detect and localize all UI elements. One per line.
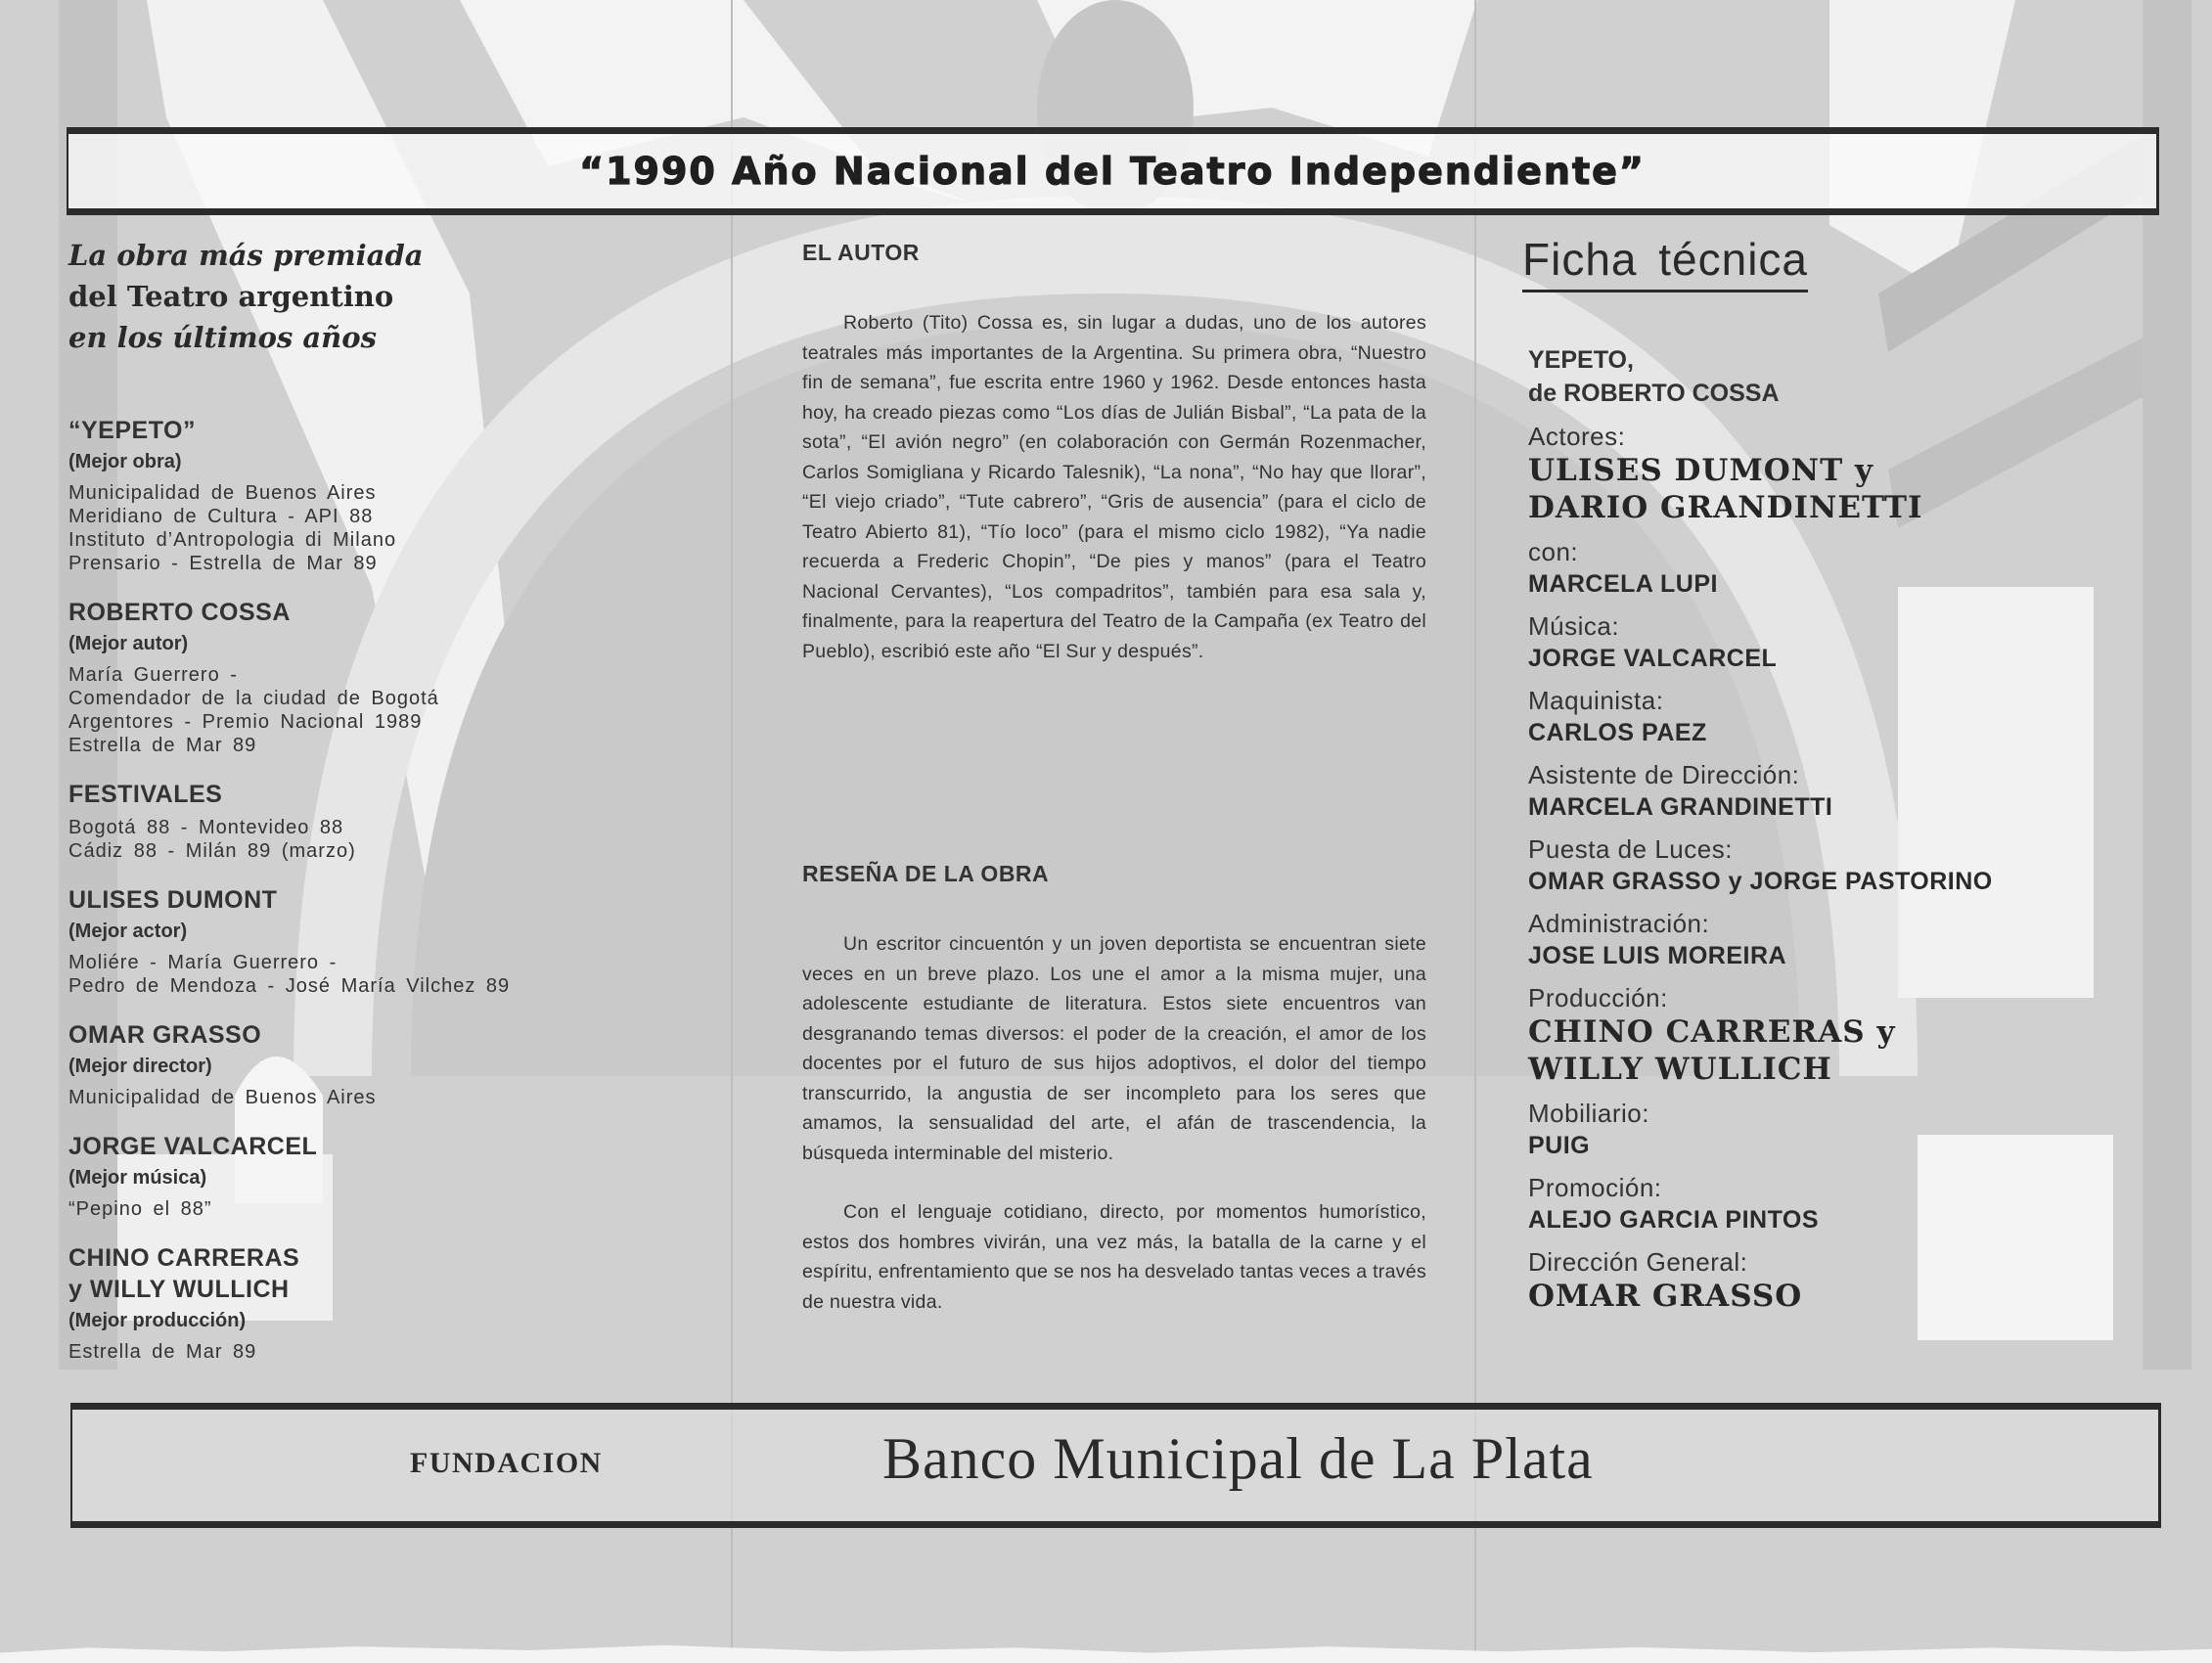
credit-item <box>1528 537 2148 601</box>
award-line: Estrella de Mar 89 <box>68 735 257 756</box>
award-festivales <box>68 779 616 863</box>
obra-title-block <box>1522 343 2148 410</box>
award-name: CHINO CARRERAS <box>68 1244 300 1272</box>
credit-role: Música: <box>1528 611 1620 641</box>
credit-role: Dirección General: <box>1528 1247 1748 1277</box>
award-category: (Mejor actor) <box>68 921 188 942</box>
resena-paragraph: Con el lenguaje cotidiano, directo, por momentos humorístico, estos dos hombres vivirán, una vez más, la batalla de la carne y el espíritu, enfrentamiento que se nos ha desvelado tantas veces a través de nuestra vida. <box>802 1201 1426 1313</box>
obra-author: de ROBERTO COSSA <box>1528 380 1780 407</box>
credit-name: OMAR GRASSO y JORGE PASTORINO <box>1528 868 1993 895</box>
credit-name: OMAR GRASSO <box>1528 1279 1803 1314</box>
credit-name: PUIG <box>1528 1132 1591 1159</box>
award-line: “Pepino el 88” <box>68 1198 212 1220</box>
award-name: OMAR GRASSO <box>68 1021 262 1049</box>
credit-role: Administración: <box>1528 909 1710 938</box>
credit-name: ALEJO GARCIA PINTOS <box>1528 1206 1820 1234</box>
ficha-tecnica-section <box>1522 233 2148 1326</box>
credit-role: Producción: <box>1528 983 1668 1012</box>
awards-column <box>68 235 616 1385</box>
credit-name: CHINO CARRERAS y <box>1528 1014 1896 1050</box>
credit-name: CARLOS PAEZ <box>1528 719 1707 746</box>
autor-heading: EL AUTOR <box>802 240 920 265</box>
award-line: Argentores - Premio Nacional 1989 <box>68 711 423 733</box>
award-line: Prensario - Estrella de Mar 89 <box>68 553 378 574</box>
credit-item <box>1528 909 2148 972</box>
award-name: JORGE VALCARCEL <box>68 1133 318 1160</box>
award-yepeto <box>68 415 616 575</box>
award-line: Instituto d’Antropologia di Milano <box>68 529 397 551</box>
award-line: María Guerrero - <box>68 664 238 686</box>
credit-role: Mobiliario: <box>1528 1099 1649 1128</box>
autor-paragraph: Roberto (Tito) Cossa es, sin lugar a dudas, uno de los autores teatrales más importantes de la Argentina. Su primera obra, “Nuestro fin de semana”, fue escrita entre 1960 y 1962. Desde entonces hasta hoy, ha creado piezas como “Los días de Julián Bisbal”, “La pata de la sota”, “El avión negro” (en colaboración con Germán Rozenmacher, Carlos Somigliana y Ricardo Talesnik), “La nona”, “No hay que llorar”, “El viejo criado”, “Tute cabrero”, “Gris de ausencia” (para el ciclo de Teatro Abierto 81), “Tío loco” (para el mismo ciclo 1982), “Ya nadie recuerda a Frederic Chopin”, “De pies y manos” (para el Teatro Nacional Cervantes), “Los compadritos”, también para esa sala y, finalmente, para la reapertura del Teatro de la Campaña (ex Teatro del Pueblo), escribió este año “El Sur y después”. <box>802 312 1426 662</box>
tagline-line-1: La obra más premiada <box>68 239 424 272</box>
resena-heading: RESEÑA DE LA OBRA <box>802 861 1050 886</box>
credit-name: ULISES DUMONT y <box>1528 453 1873 488</box>
credit-name: JOSE LUIS MOREIRA <box>1528 942 1787 969</box>
top-banner <box>67 127 2159 215</box>
credit-item <box>1528 760 2148 824</box>
award-category: (Mejor obra) <box>68 451 182 472</box>
credit-item <box>1528 422 2148 526</box>
credit-name: MARCELA LUPI <box>1528 570 1718 598</box>
credit-item <box>1528 611 2148 675</box>
credit-name: DARIO GRANDINETTI <box>1528 490 1923 525</box>
credit-role: Puesta de Luces: <box>1528 834 1733 864</box>
award-category: (Mejor director) <box>68 1056 212 1077</box>
award-name: y WILLY WULLICH <box>68 1276 290 1303</box>
award-line: Bogotá 88 - Montevideo 88 <box>68 817 344 838</box>
award-category: (Mejor autor) <box>68 633 189 654</box>
credits-list <box>1522 422 2148 1315</box>
credit-item <box>1528 1099 2148 1162</box>
credit-role: con: <box>1528 537 1579 566</box>
award-name: FESTIVALES <box>68 781 223 808</box>
credit-item <box>1528 1173 2148 1236</box>
award-jorge-valcarcel <box>68 1131 616 1221</box>
credit-item <box>1528 1247 2148 1315</box>
credit-item <box>1528 834 2148 898</box>
tagline-line-3: en los últimos años <box>68 321 377 354</box>
sponsor-banco-name: Banco Municipal de La Plata <box>882 1426 1594 1491</box>
resena-paragraph: Un escritor cincuentón y un joven deportista se encuentran siete veces en un breve plazo. Los une el amor a la misma mujer, una adolescente estudiante de literatura. Estos siete encuentros van desgranando temas diversos: el poder de la creación, el amor de los docentes por el futuro de sus hijos adoptivos, el dolor del tiempo transcurrido, la angustia de ser incompleto para los seres que amamos, la sensualidad del arte, el afán de trascendencia, la búsqueda interminable del misterio. <box>802 933 1426 1164</box>
banner-title: “1990 Año Nacional del Teatro Independiente” <box>579 150 1646 193</box>
award-carreras-wullich <box>68 1242 616 1364</box>
credit-role: Maquinista: <box>1528 686 1664 715</box>
tagline <box>68 235 616 358</box>
sponsor-band <box>70 1403 2161 1528</box>
award-line: Municipalidad de Buenos Aires <box>68 482 377 504</box>
award-line: Cádiz 88 - Milán 89 (marzo) <box>68 840 356 862</box>
resena-section <box>802 861 1426 1317</box>
award-roberto-cossa <box>68 597 616 757</box>
award-name: ROBERTO COSSA <box>68 599 291 626</box>
credit-role: Promoción: <box>1528 1173 1662 1202</box>
award-category: (Mejor música) <box>68 1167 207 1189</box>
award-omar-grasso <box>68 1019 616 1109</box>
obra-title: YEPETO, <box>1528 346 1634 374</box>
award-name: ULISES DUMONT <box>68 886 278 914</box>
award-line: Meridiano de Cultura - API 88 <box>68 506 374 527</box>
award-category: (Mejor producción) <box>68 1310 247 1331</box>
credit-name: MARCELA GRANDINETTI <box>1528 793 1833 821</box>
credit-name: WILLY WULLICH <box>1528 1052 1832 1087</box>
award-line: Municipalidad de Buenos Aires <box>68 1087 377 1108</box>
credit-role: Asistente de Dirección: <box>1528 760 1800 789</box>
credit-role: Actores: <box>1528 422 1626 451</box>
award-ulises-dumont <box>68 884 616 998</box>
credit-item <box>1528 983 2148 1088</box>
credit-item <box>1528 686 2148 749</box>
award-line: Pedro de Mendoza - José María Vilchez 89 <box>68 975 511 997</box>
ficha-title: Ficha técnica <box>1522 233 1808 292</box>
award-name: “YEPETO” <box>68 417 196 444</box>
award-line: Estrella de Mar 89 <box>68 1341 257 1363</box>
award-line: Comendador de la ciudad de Bogotá <box>68 688 439 709</box>
autor-section <box>802 240 1426 666</box>
sponsor-fundacion: FUNDACION <box>410 1447 603 1479</box>
tagline-line-2: del Teatro argentino <box>68 280 394 313</box>
credit-name: JORGE VALCARCEL <box>1528 645 1778 672</box>
award-line: Moliére - María Guerrero - <box>68 952 338 973</box>
